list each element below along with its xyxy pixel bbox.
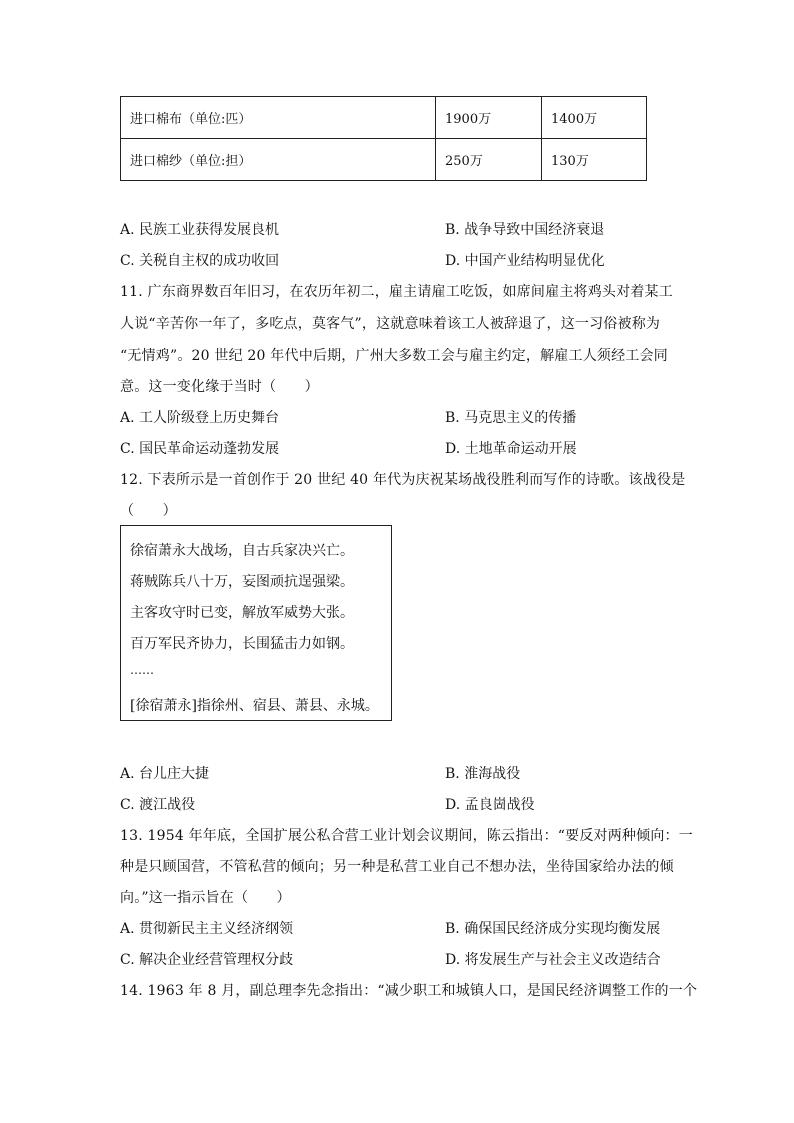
poem-box — [120, 525, 392, 721]
q12-option-d: D. 孟良崮战役 — [445, 797, 535, 813]
poem-line: 蒋贼陈兵八十万，妄图顽抗逞强梁。 — [130, 574, 354, 590]
q12-option-a: A. 台儿庄大捷 — [120, 766, 210, 782]
q10-option-b: B. 战争导致中国经济衰退 — [445, 222, 605, 238]
q13-stem-line: 向。”这一指示旨在（ ） — [120, 890, 291, 906]
q12-stem-line: （ ） — [120, 503, 177, 519]
q13-option-b: B. 确保国民经济成分实现均衡发展 — [445, 921, 661, 937]
q13-option-d: D. 将发展生产与社会主义改造结合 — [445, 952, 661, 968]
poem-line: 百万军民齐协力，长围猛击力如钢。 — [130, 636, 354, 652]
q12-option-b: B. 淮海战役 — [445, 766, 521, 782]
q14-stem-line: 14. 1963 年 8 月，副总理李先念指出：“减少职工和城镇人口，是国民经济调整工作的一个 — [120, 983, 698, 999]
q13-stem-line: 13. 1954 年年底，全国扩展公私合营工业计划会议期间，陈云指出：“要反对两种倾向：一 — [120, 828, 693, 844]
poem-line: 主客攻守时已变，解放军威势大张。 — [130, 605, 354, 621]
q13-option-a: A. 贯彻新民主主义经济纲领 — [120, 921, 294, 937]
row-value: 130万 — [542, 139, 647, 181]
q10-option-c: C. 关税自主权的成功收回 — [120, 253, 280, 269]
row-value: 1900万 — [436, 97, 542, 139]
row-label: 进口棉布（单位:匹） — [121, 97, 436, 139]
row-label: 进口棉纱（单位:担） — [121, 139, 436, 181]
poem-ellipsis: …… — [130, 663, 154, 677]
q11-option-c: C. 国民革命运动蓬勃发展 — [120, 441, 280, 457]
poem-note: [徐宿萧永]指徐州、宿县、萧县、永城。 — [130, 698, 379, 714]
q10-option-a: A. 民族工业获得发展良机 — [120, 222, 280, 238]
q12-stem-line: 12. 下表所示是一首创作于 20 世纪 40 年代为庆祝某场战役胜利而写作的诗歌。该战役是 — [120, 472, 686, 488]
q10-option-d: D. 中国产业结构明显优化 — [445, 253, 605, 269]
q11-stem-line: 人说“辛苦你一年了，多吃点，莫客气”，这就意味着该工人被辞退了，这一习俗被称为 — [120, 316, 661, 332]
q11-option-b: B. 马克思主义的传播 — [445, 410, 577, 426]
q11-option-d: D. 土地革命运动开展 — [445, 441, 577, 457]
poem-line: 徐宿萧永大战场，自古兵家决兴亡。 — [130, 543, 354, 559]
trade-table — [120, 96, 647, 181]
row-value: 250万 — [436, 139, 542, 181]
q12-option-c: C. 渡江战役 — [120, 797, 196, 813]
q11-stem-line: “无情鸡”。20 世纪 20 年代中后期，广州大多数工会与雇主约定，解雇工人须经工会同 — [120, 348, 668, 364]
table-row — [121, 139, 647, 181]
q13-option-c: C. 解决企业经营管理权分歧 — [120, 952, 294, 968]
table-row — [121, 97, 647, 139]
q11-stem-line: 意。这一变化缘于当时（ ） — [120, 379, 319, 395]
q11-stem-line: 11. 广东商界数百年旧习，在农历年初二，雇主请雇工吃饭，如席间雇主将鸡头对着某工 — [120, 284, 673, 300]
q11-option-a: A. 工人阶级登上历史舞台 — [120, 410, 280, 426]
q13-stem-line: 种是只顾国营，不管私营的倾向；另一种是私营工业自己不想办法，坐待国家给办法的倾 — [120, 859, 674, 875]
row-value: 1400万 — [542, 97, 647, 139]
